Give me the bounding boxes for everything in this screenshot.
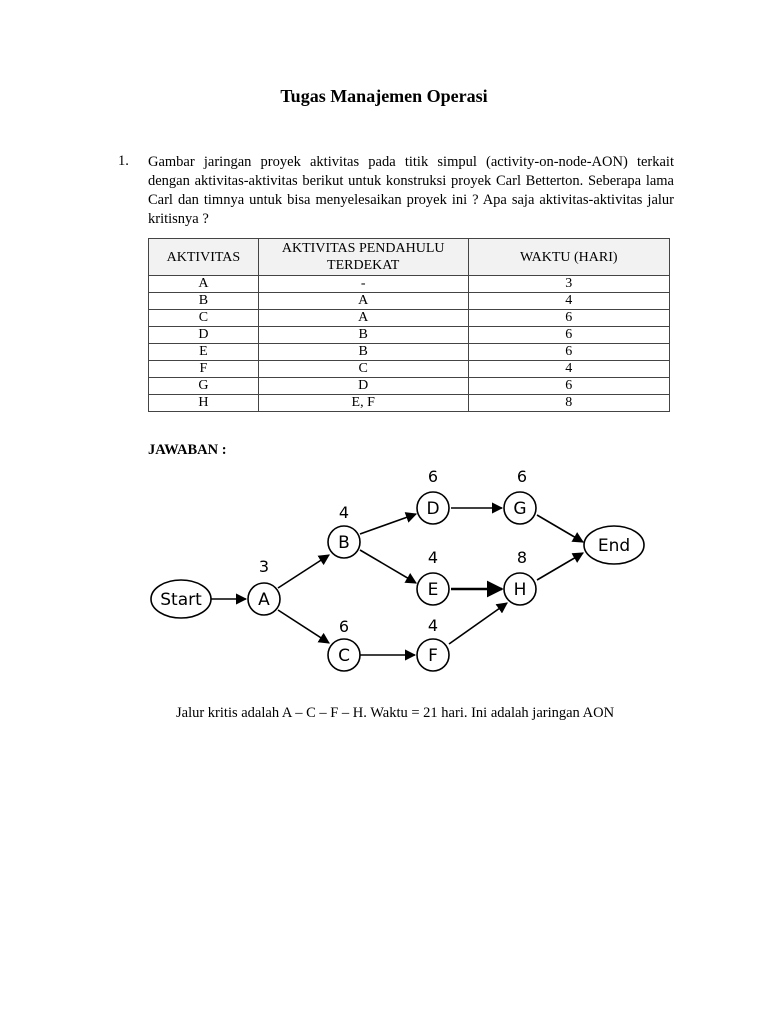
cell-predecessor: D xyxy=(258,378,468,395)
question-text: Gambar jaringan proyek aktivitas pada titik simpul (activity-on-node-AON) terkait dengan aktivitas-aktivitas berikut untuk konstruksi proyek Carl Betterton. Seberapa lama Carl dan timnya untuk bisa menyelesaikan proyek ini ? Apa saja aktivitas-aktivitas jalur kritisnya ? xyxy=(148,154,674,227)
node-g-label: G xyxy=(513,499,527,519)
table-row xyxy=(149,395,670,412)
cell-time: 6 xyxy=(468,344,669,361)
activity-table xyxy=(148,238,670,412)
cell-time: 3 xyxy=(468,276,669,293)
page-title: Tugas Manajemen Operasi xyxy=(280,86,488,106)
cell-activity: H xyxy=(149,395,259,412)
node-f xyxy=(417,616,449,671)
header-aktivitas: AKTIVITAS xyxy=(149,239,259,276)
cell-activity: G xyxy=(149,378,259,395)
cell-activity: F xyxy=(149,361,259,378)
cell-activity: E xyxy=(149,344,259,361)
cell-predecessor: C xyxy=(258,361,468,378)
edge-g-end xyxy=(537,515,583,542)
cell-predecessor: A xyxy=(258,310,468,327)
node-end-label: End xyxy=(597,536,631,556)
node-d-label: D xyxy=(426,499,440,519)
node-e xyxy=(417,548,449,605)
header-waktu: WAKTU (HARI) xyxy=(468,239,669,276)
cell-predecessor: B xyxy=(258,344,468,361)
cell-predecessor: E, F xyxy=(258,395,468,412)
cell-predecessor: - xyxy=(258,276,468,293)
conclusion-text: Jalur kritis adalah A – C – F – H. Waktu = 21 hari. Ini adalah jaringan AON xyxy=(176,705,615,721)
node-h-label: H xyxy=(513,580,527,600)
edge-f-h xyxy=(449,603,507,644)
cell-time: 4 xyxy=(468,293,669,310)
aon-network-diagram xyxy=(0,460,768,690)
node-a-label: A xyxy=(258,590,270,610)
node-c xyxy=(328,617,360,671)
node-e-duration: 4 xyxy=(427,548,439,567)
node-f-duration: 4 xyxy=(427,616,439,635)
header-pendahulu: AKTIVITAS PENDAHULU TERDEKAT xyxy=(258,239,468,276)
cell-time: 6 xyxy=(468,327,669,344)
node-b xyxy=(328,503,360,558)
cell-activity: A xyxy=(149,276,259,293)
cell-activity: C xyxy=(149,310,259,327)
table-row xyxy=(149,293,670,310)
table-row xyxy=(149,344,670,361)
answer-label: JAWABAN : xyxy=(148,442,227,458)
question-number: 1. xyxy=(118,153,129,169)
node-b-label: B xyxy=(338,533,350,553)
table-row xyxy=(149,378,670,395)
node-c-label: C xyxy=(338,646,350,666)
node-start-label: Start xyxy=(160,590,202,610)
cell-activity: D xyxy=(149,327,259,344)
table-header-row xyxy=(149,239,670,276)
node-a xyxy=(248,557,280,615)
node-g xyxy=(504,467,536,524)
cell-predecessor: A xyxy=(258,293,468,310)
table-row xyxy=(149,276,670,293)
edge-h-end xyxy=(537,553,583,580)
table-row xyxy=(149,310,670,327)
cell-predecessor: B xyxy=(258,327,468,344)
cell-time: 4 xyxy=(468,361,669,378)
node-b-duration: 4 xyxy=(338,503,350,522)
cell-time: 6 xyxy=(468,378,669,395)
table-row xyxy=(149,327,670,344)
node-d xyxy=(417,467,449,524)
node-e-label: E xyxy=(427,580,439,600)
node-a-duration: 3 xyxy=(258,557,270,576)
edge-b-d xyxy=(360,514,416,534)
node-h-duration: 8 xyxy=(516,548,528,567)
node-h xyxy=(504,548,536,605)
node-g-duration: 6 xyxy=(516,467,528,486)
cell-time: 6 xyxy=(468,310,669,327)
node-f-label: F xyxy=(428,646,438,666)
cell-activity: B xyxy=(149,293,259,310)
edge-a-c xyxy=(278,610,329,643)
edge-a-b xyxy=(278,555,329,588)
node-c-duration: 6 xyxy=(338,617,350,636)
node-d-duration: 6 xyxy=(427,467,439,486)
edge-b-e xyxy=(360,550,416,583)
node-end xyxy=(584,526,644,564)
cell-time: 8 xyxy=(468,395,669,412)
table-row xyxy=(149,361,670,378)
node-start xyxy=(151,580,211,618)
